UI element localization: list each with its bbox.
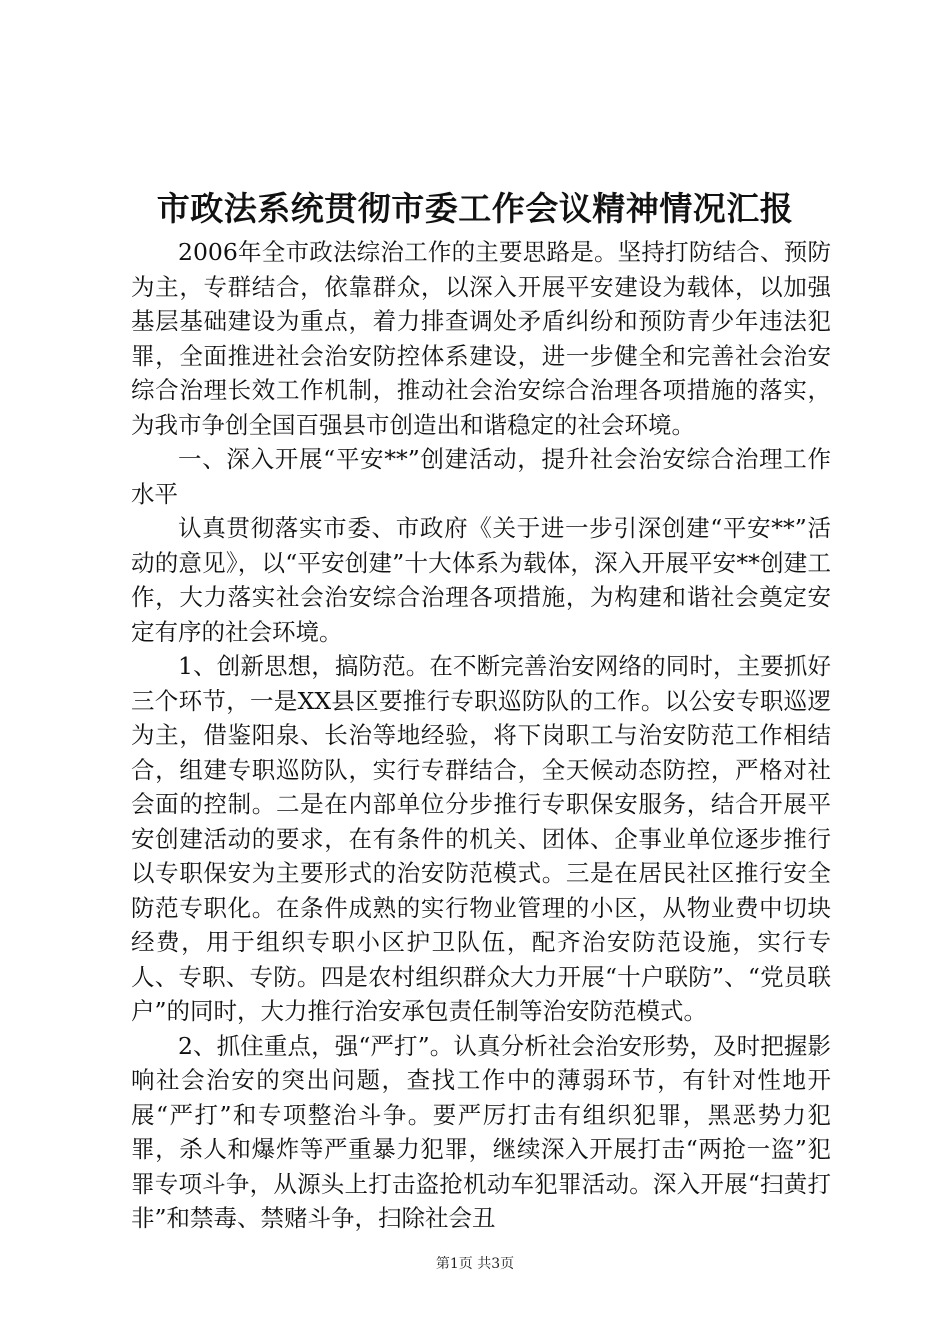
document-body [131, 235, 831, 1236]
paragraph-intro: 2006年全市政法综治工作的主要思路是。坚持打防结合、预防为主，专群结合，依靠群众，以深入开展平安建设为载体，以加强基层基础建设为重点，着力排查调处矛盾纠纷和预防青少年违法犯罪，全面推进社会治安防控体系建设，进一步健全和完善社会治安综合治理长效工作机制，推动社会治安综合治理各项措施的落实，为我市争创全国百强县市创造出和谐稳定的社会环境。 [131, 238, 831, 439]
paragraph-item-1: 1、创新思想，搞防范。在不断完善治安网络的同时，主要抓好三个环节，一是XX县区要推行专职巡防队的工作。以公安专职巡逻为主，借鉴阳泉、长治等地经验，将下岗职工与治安防范工作相结合，组建专职巡防队，实行专群结合，全天候动态防控，严格对社会面的控制。二是在内部单位分步推行专职保安服务，结合开展平安创建活动的要求，在有条件的机关、团体、企事业单位逐步推行以专职保安为主要形式的治安防范模式。三是在居民社区推行安全防范专职化。在条件成熟的实行物业管理的小区，从物业费中切块经费，用于组织专职小区护卫队伍，配齐治安防范设施，实行专人、专职、专防。四是农村组织群众大力开展“十户联防”、“党员联户”的同时，大力推行治安承包责任制等治安防范模式。 [131, 652, 831, 1025]
page-number-footer: 第1页 共3页 [435, 1256, 515, 1272]
document-title: 市政法系统贯彻市委工作会议精神情况汇报 [156, 189, 794, 228]
paragraph-item-2: 2、抓住重点，强“严打”。认真分析社会治安形势，及时把握影响社会治安的突出问题，查找工作中的薄弱环节，有针对性地开展“严打”和专项整治斗争。要严厉打击有组织犯罪，黑恶势力犯罪，杀人和爆炸等严重暴力犯罪，继续深入开展打击“两抢一盗”犯罪专项斗争，从源头上打击盗抢机动车犯罪活动。深入开展“扫黄打非”和禁毒、禁赌斗争，扫除社会丑 [131, 1031, 831, 1232]
paragraph-section-1: 认真贯彻落实市委、市政府《关于进一步引深创建“平安**”活动的意见》，以“平安创建”十大体系为载体，深入开展平安**创建工作，大力落实社会治安综合治理各项措施，为构建和谐社会奠定安定有序的社会环境。 [131, 514, 831, 646]
section-heading-1: 一、深入开展“平安**”创建活动，提升社会治安综合治理工作水平 [131, 445, 831, 508]
